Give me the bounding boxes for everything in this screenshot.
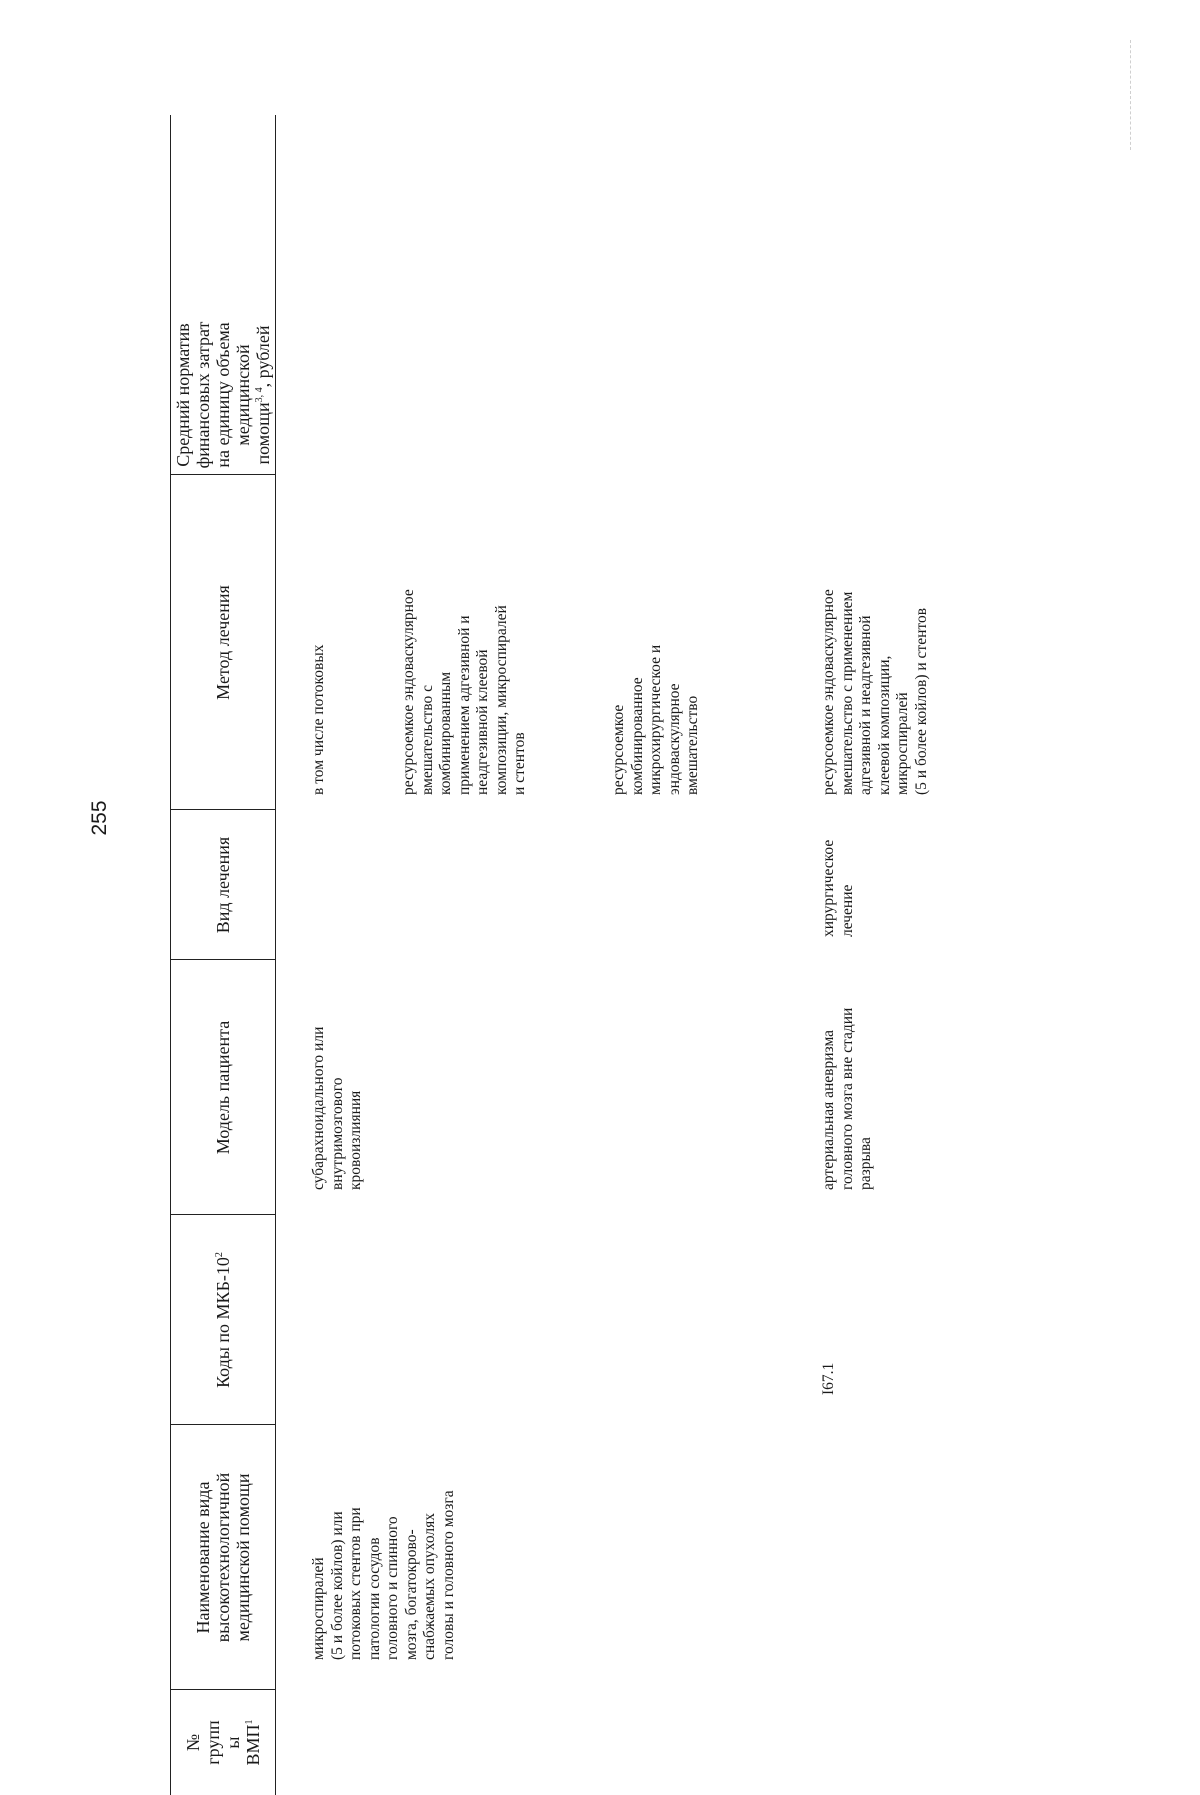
header-icd-codes: Коды по МКБ-$10^2$ bbox=[212, 1252, 233, 1388]
patient-model-1: субарахноидального или внутримозгового кровоизлияния bbox=[310, 1026, 364, 1190]
header-bottom-rule bbox=[275, 115, 276, 1795]
treatment-method-4: ресурсоемкое эндоваскулярное вмешательство с применением адгезивной и неадгезивной клеевой композиции, микроспиралей (5 и более койлов) и стентов bbox=[820, 589, 930, 795]
treatment-method-3: ресурсоемкое комбинированное микрохирургическое и эндоваскулярное вмешательство bbox=[610, 644, 701, 795]
page-number: 255 bbox=[88, 800, 111, 836]
icd-code-2: I67.1 bbox=[820, 1362, 837, 1395]
treatment-method-1: в том числе потоковых bbox=[310, 644, 327, 795]
header-treatment-method: Метод лечения bbox=[212, 585, 233, 700]
treatment-type-2: хирургическое лечение bbox=[820, 839, 856, 937]
rotated-table bbox=[170, 115, 1200, 1795]
header-type-name: Наименование вида высокотехнологичной медицинской помощи bbox=[192, 1472, 253, 1643]
patient-model-2: артериальная аневризма головного мозга вне стадии разрыва bbox=[820, 1007, 874, 1190]
header-cost-norm: Средний норматив финансовых затрат на единицу объема медицинской помощи$^{3, 4}$, рублей bbox=[172, 321, 273, 469]
header-patient-model: Модель пациента bbox=[212, 1020, 233, 1155]
treatment-method-2: ресурсоемкое эндоваскулярное вмешательство с комбинированным применением адгезивной и неадгезивной клеевой композиции, микроспиралей и стентов bbox=[400, 589, 528, 795]
type-name-continued: микроспиралей (5 и более койлов) или потоковых стентов при патологии сосудов головного и спинного мозга, богатокрово- снабжаемых опухолях головы и головного мозга bbox=[310, 1490, 457, 1660]
header-group-number: № групп ы ВМП$^1$ bbox=[182, 1719, 263, 1766]
header-treatment-type: Вид лечения bbox=[212, 836, 233, 934]
